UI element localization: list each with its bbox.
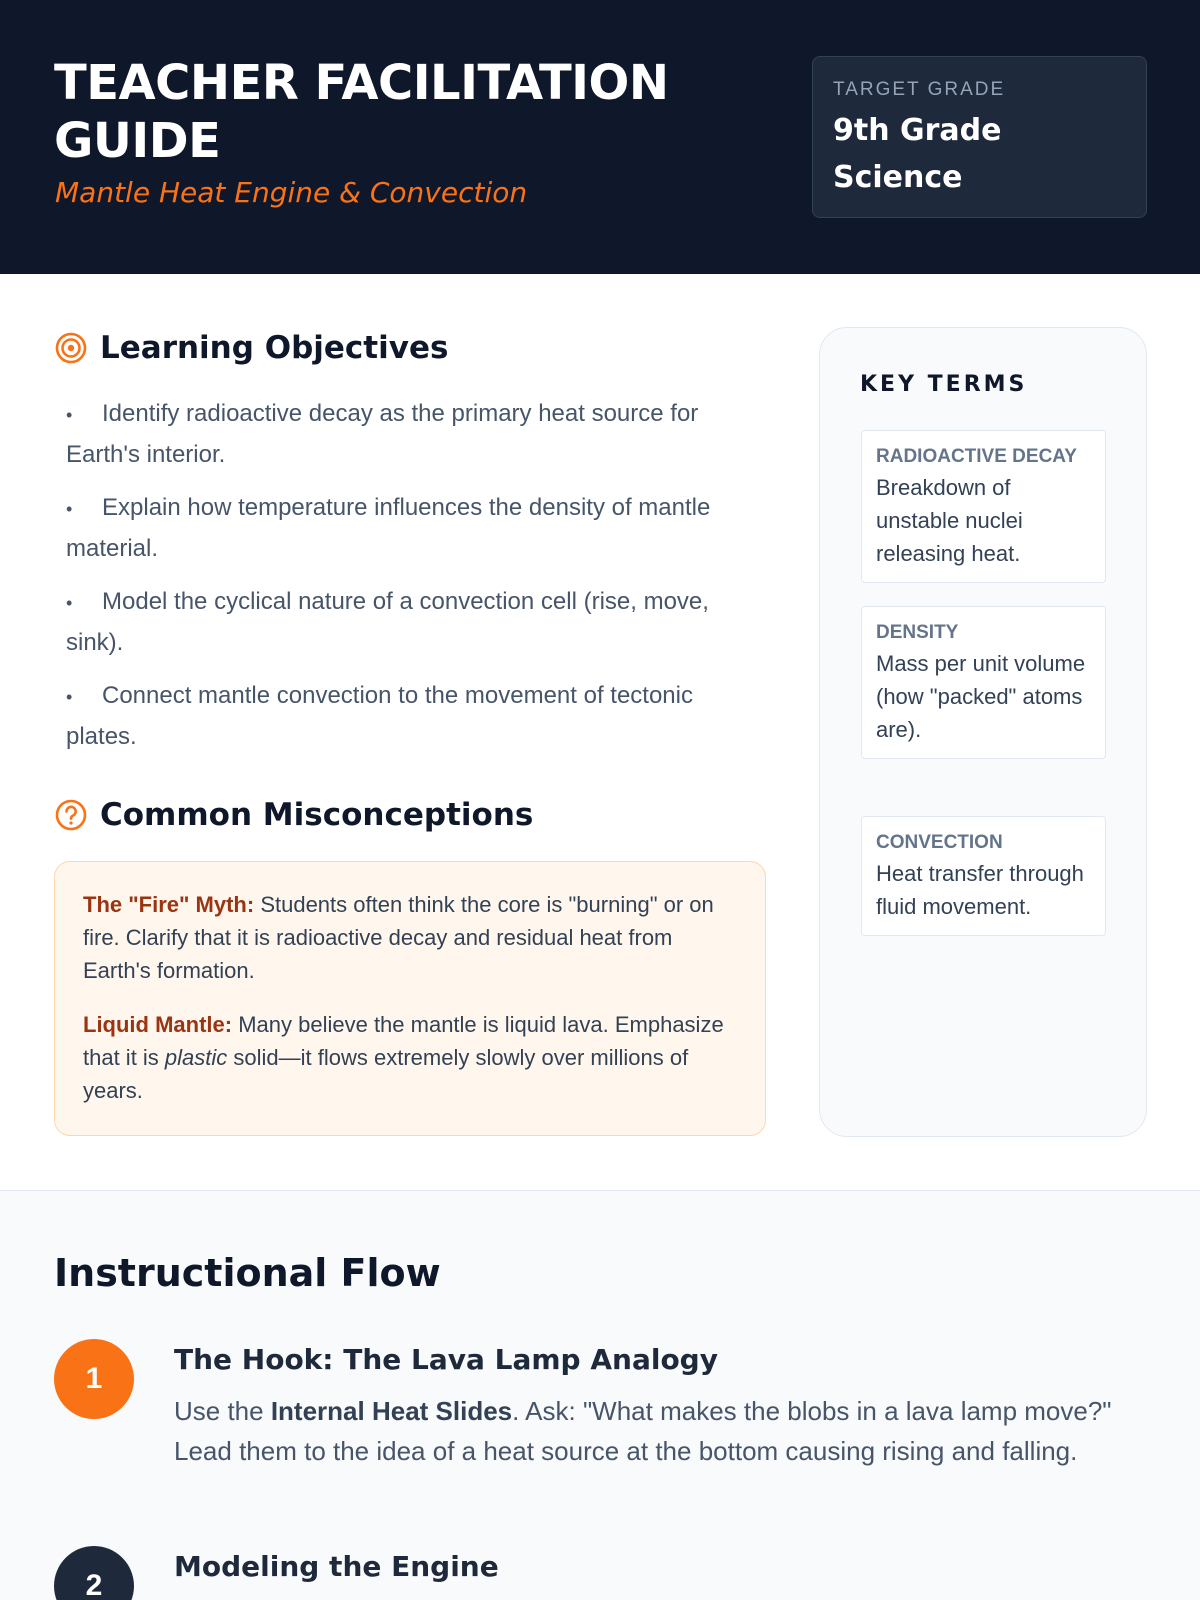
objectives-list <box>66 394 756 770</box>
target-grade-card <box>812 56 1147 218</box>
target-grade-label: TARGET GRADE <box>833 79 1006 100</box>
bullet-icon: • <box>66 405 73 425</box>
list-item <box>66 582 756 663</box>
step-number-badge: 2 <box>54 1546 134 1600</box>
key-term-card <box>861 816 1106 936</box>
key-term-name: CONVECTION <box>876 832 1003 853</box>
step-text: Use the <box>174 1396 271 1426</box>
key-term-definition: Breakdown of unstable nuclei releasing heat. <box>876 475 1023 566</box>
key-term-card <box>861 606 1106 759</box>
key-term-card <box>861 430 1106 583</box>
objective-text: Explain how temperature influences the density of mantle material. <box>66 494 711 562</box>
misconception-text: Students often think the core is "burning" or on fire. Clarify that it is radioactive decay and residual heat from Earth's formation. <box>83 892 714 983</box>
step-title: The Hook: The Lava Lamp Analogy <box>174 1343 718 1376</box>
misconception-text: Many believe the mantle is liquid lava. Emphasize that it is <box>83 1012 724 1070</box>
key-terms-heading: KEY TERMS <box>860 372 1028 397</box>
learning-objectives-title: Learning Objectives <box>100 330 449 366</box>
bullet-icon: • <box>66 499 73 519</box>
misconception-emphasis: plastic <box>164 1045 228 1070</box>
instructional-flow-section <box>0 1191 1200 1600</box>
page-title: TEACHER FACILITATION GUIDE <box>54 55 669 169</box>
page-subtitle: Mantle Heat Engine & Convection <box>55 176 528 209</box>
instructional-flow-heading: Instructional Flow <box>54 1251 441 1295</box>
key-term-name: RADIOACTIVE DECAY <box>876 446 1077 467</box>
key-term-definition: Heat transfer through fluid movement. <box>876 861 1084 919</box>
question-circle-icon <box>54 798 88 832</box>
step-text: . Ask: "What makes the blobs in a lava lamp move?" Lead them to the idea of a heat source at the bottom causing rising and falling. <box>174 1396 1112 1466</box>
misconception-item <box>83 888 737 987</box>
step-number-badge: 1 <box>54 1339 134 1419</box>
objective-text: Model the cyclical nature of a convection cell (rise, move, sink). <box>66 588 709 656</box>
step-description <box>174 1391 1134 1471</box>
misconceptions-heading <box>54 797 533 833</box>
key-term-name: DENSITY <box>876 622 959 643</box>
misconception-lead: Liquid Mantle: <box>83 1012 233 1037</box>
bullet-icon: • <box>66 687 73 707</box>
misconception-lead: The "Fire" Myth: <box>83 892 255 917</box>
misconception-text: solid—it flows extremely slowly over millions of years. <box>83 1045 689 1103</box>
objective-text: Connect mantle convection to the movement of tectonic plates. <box>66 682 693 750</box>
misconceptions-box <box>54 861 766 1136</box>
key-term-definition: Mass per unit volume (how "packed" atoms are). <box>876 651 1086 742</box>
key-terms-panel <box>819 327 1147 1137</box>
step-text-bold: Internal Heat Slides <box>270 1396 513 1426</box>
misconception-item <box>83 1008 737 1107</box>
page-header <box>0 0 1200 274</box>
list-item <box>66 488 756 569</box>
objective-text: Identify radioactive decay as the primary heat source for Earth's interior. <box>66 400 699 468</box>
bullet-icon: • <box>66 593 73 613</box>
target-grade-value: 9th Grade Science <box>833 113 1002 195</box>
learning-objectives-heading <box>54 330 448 366</box>
list-item <box>66 394 756 475</box>
target-icon <box>54 331 88 365</box>
misconceptions-title: Common Misconceptions <box>100 797 534 833</box>
list-item <box>66 676 756 757</box>
step-title: Modeling the Engine <box>174 1550 499 1583</box>
